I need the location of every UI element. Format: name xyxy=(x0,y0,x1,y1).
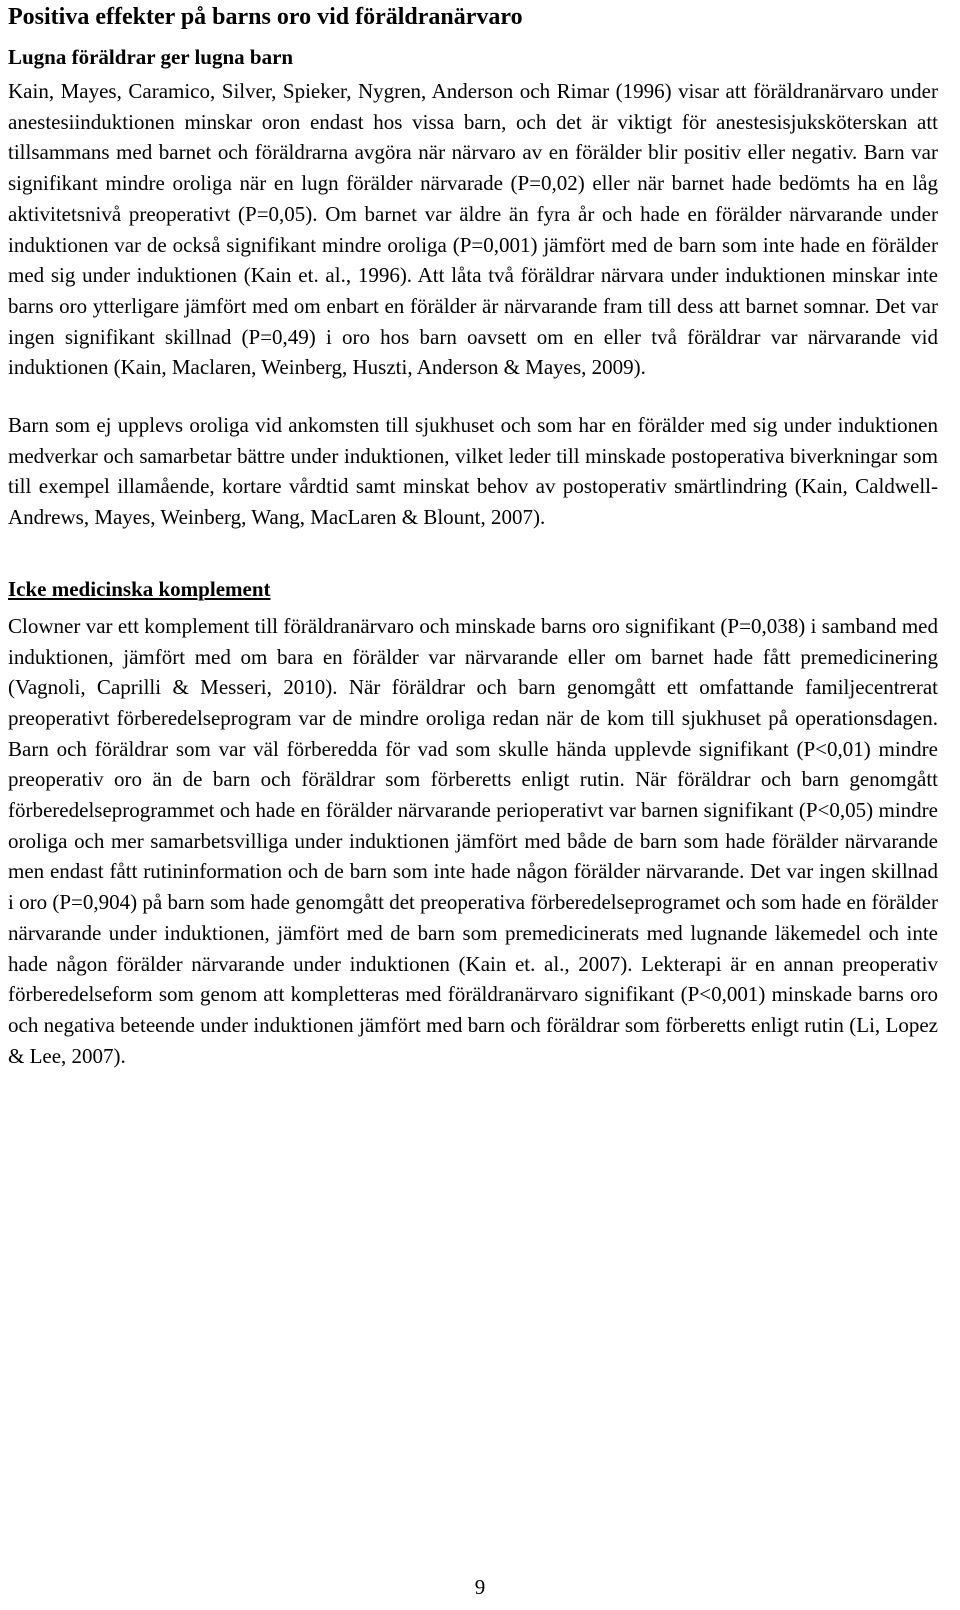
paragraph-clowns-and-preparation: Clowner var ett komplement till föräldranärvaro och minskade barns oro signifikant (P=0,038) i samband med induktionen, jämfört med om bara en förälder var närvarande eller om barnet hade fått premedicinering (Vagnoli, Caprilli & Messeri, 2010). När föräldrar och barn genomgått ett omfattande familjecentrerat preoperativt förberedelseprogram var de mindre oroliga redan när de kom till sjukhuset på operationsdagen. Barn och föräldrar som var väl förberedda för vad som skulle hända upplevde signifikant (P<0,01) mindre preoperativ oro än de barn och föräldrar som förberetts enligt rutin. När föräldrar och barn genomgått förberedelseprogrammet och hade en förälder närvarande perioperativt var barnen signifikant (P<0,05) mindre oroliga och mer samarbetsvilliga under induktionen jämfört med både de barn som hade förälder närvarande men endast fått rutininformation och de barn som inte hade någon förälder närvarande. Det var ingen skillnad i oro (P=0,904) på barn som hade genomgått det preoperativa förberedelseprogramet och som hade en förälder närvarande under induktionen, jämfört med de barn som premedicinerats med lugnande läkemedel och inte hade någon förälder närvarande under induktionen (Kain et. al., 2007). Lekterapi är en annan preoperativ förberedelseform som genom att kompletteras med föräldranärvaro signifikant (P<0,001) minskade barns oro och negativa beteende under induktionen jämfört med barn och föräldrar som förberetts enligt rutin (Li, Lopez & Lee, 2007). xyxy=(8,613,938,1068)
subsection-title-calm-parents: Lugna föräldrar ger lugna barn xyxy=(8,45,294,69)
subsection-title-non-medical: Icke medicinska komplement xyxy=(8,576,271,601)
document-page xyxy=(8,0,938,1071)
page-number: 9 xyxy=(474,1575,486,1599)
paragraph-cooperation: Barn som ej upplevs oroliga vid ankomsten till sjukhuset och som har en förälder med sig under induktionen medverkar och samarbetar bättre under induktionen, vilket leder till minskade postoperativa biverkningar som till exempel illamående, kortare vårdtid samt minskat behov av postoperativ smärtlindring (Kain, Caldwell-Andrews, Mayes, Weinberg, Wang, MacLaren & Blount, 2007). xyxy=(8,413,938,530)
section-heading: Positiva effekter på barns oro vid föräldranärvaro xyxy=(8,4,523,30)
paragraph-parental-presence: Kain, Mayes, Caramico, Silver, Spieker, Nygren, Anderson och Rimar (1996) visar att föräldranärvaro under anestesiinduktionen minskar oron endast hos vissa barn, och det är viktigt för anestesisjuksköterskan att tillsammans med barnet och föräldrarna avgöra när närvaro av en förälder blir positiv eller negativ. Barn var signifikant mindre oroliga när en lugn förälder närvarade (P=0,02) eller när barnet hade bedömts ha en låg aktivitetsnivå preoperativt (P=0,05). Om barnet var äldre än fyra år och hade en förälder närvarande under induktionen var de också signifikant mindre oroliga (P=0,001) jämfört med de barn som inte hade en förälder med sig under induktionen (Kain et. al., 1996). Att låta två föräldrar närvara under induktionen minskar inte barns oro ytterligare jämfört med om enbart en förälder är närvarande fram till dess att barnet somnar. Det var ingen signifikant skillnad (P=0,49) i oro hos barn oavsett om en eller två föräldrar var närvarande vid induktionen (Kain, Maclaren, Weinberg, Huszti, Anderson & Mayes, 2009). xyxy=(8,79,938,380)
